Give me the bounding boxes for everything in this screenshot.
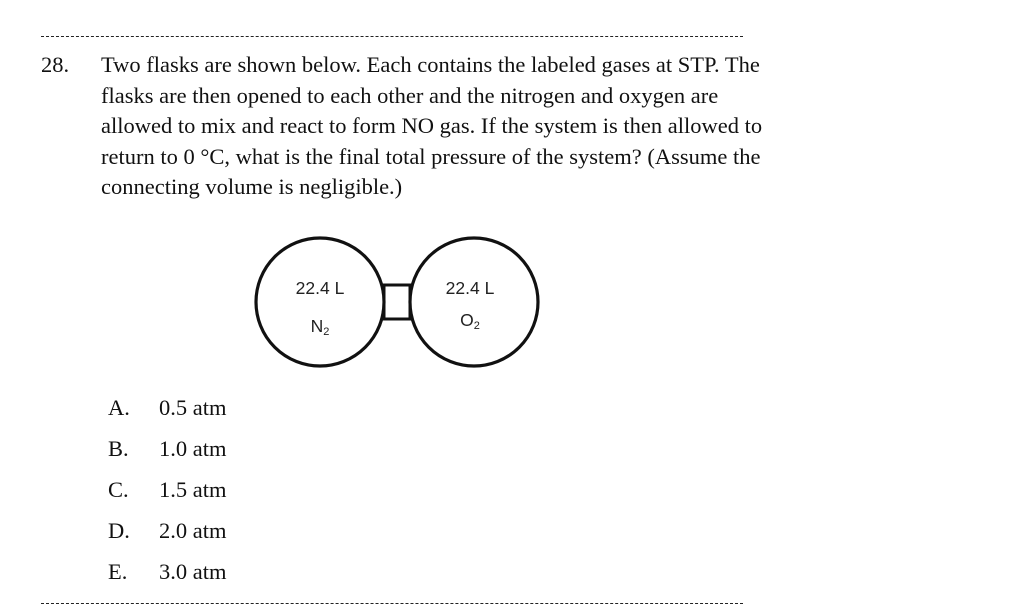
- bottom-divider: [41, 603, 743, 604]
- connecting-valve: [384, 285, 410, 319]
- choice-letter: D.: [108, 518, 130, 543]
- question-line-4: return to 0 °C, what is the final total pressure of the system? (Assume the: [101, 143, 761, 169]
- question-line-2: flasks are then opened to each other and the nitrogen and oxygen are: [101, 82, 719, 108]
- choice-letter: A.: [108, 395, 130, 420]
- question-line-5: connecting volume is negligible.): [101, 174, 403, 199]
- top-divider: [41, 36, 743, 37]
- choice-text: 0.5 atm: [159, 395, 227, 420]
- choice-text: 2.0 atm: [159, 518, 227, 543]
- right-flask-volume: 22.4 L: [445, 278, 495, 298]
- choice-c[interactable]: [108, 477, 227, 518]
- choice-text: 3.0 atm: [159, 559, 227, 584]
- right-gas-symbol: O: [460, 310, 474, 330]
- choice-a[interactable]: [108, 395, 227, 436]
- choice-letter: B.: [108, 436, 129, 461]
- choice-text: 1.0 atm: [159, 436, 227, 461]
- left-gas-subscript: 2: [323, 326, 330, 338]
- flasks-figure: [250, 230, 550, 370]
- question-number: 28.: [41, 52, 70, 77]
- question-text-1: Two flasks are shown below. Each contains the labeled gases at STP. The: [101, 52, 760, 77]
- left-flask-volume: 22.4 L: [295, 278, 345, 298]
- right-gas-subscript: 2: [473, 320, 480, 332]
- left-flask-gas: [280, 316, 360, 338]
- choice-letter: C.: [108, 477, 129, 502]
- question-line-3: allowed to mix and react to form NO gas. If the system is then allowed to: [101, 113, 763, 138]
- right-flask-gas: [430, 310, 510, 332]
- choice-e[interactable]: [108, 559, 227, 600]
- left-gas-symbol: N: [310, 316, 324, 336]
- question-line-1: [41, 50, 901, 81]
- flasks-drawing: [250, 230, 550, 370]
- left-flask: [256, 238, 384, 366]
- answer-choices: [108, 395, 227, 600]
- choice-text: 1.5 atm: [159, 477, 227, 502]
- question-block: [41, 50, 901, 203]
- choice-letter: E.: [108, 559, 128, 584]
- right-flask: [410, 238, 538, 366]
- choice-b[interactable]: [108, 436, 227, 477]
- choice-d[interactable]: [108, 518, 227, 559]
